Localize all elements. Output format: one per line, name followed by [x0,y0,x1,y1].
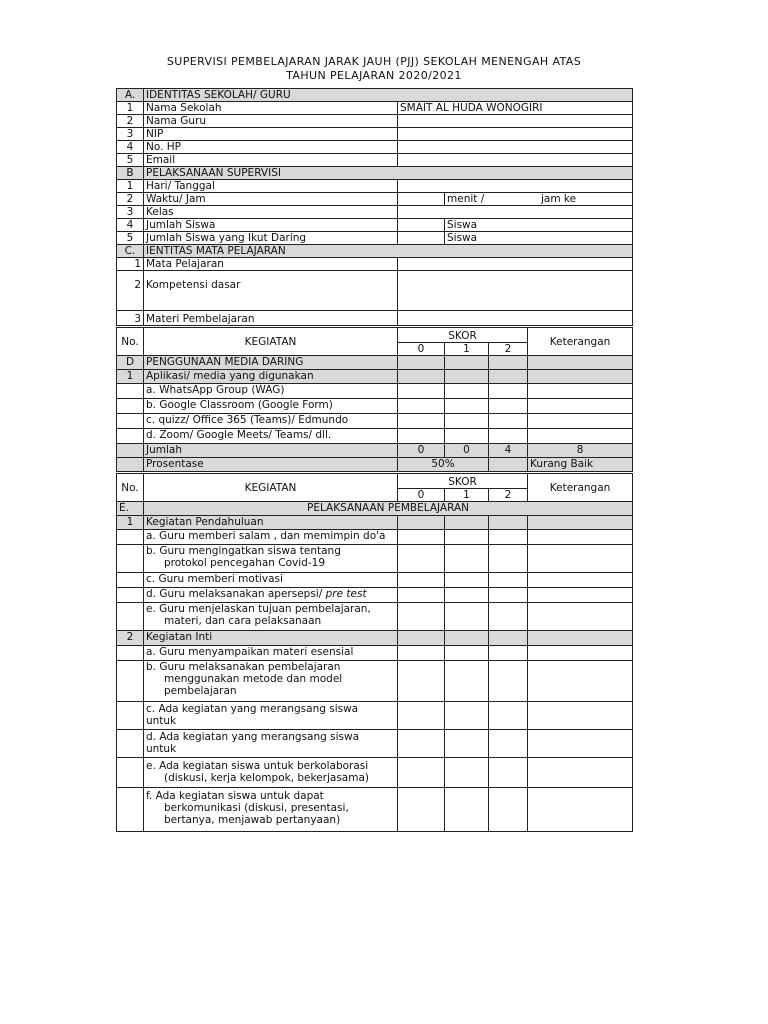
table-cell [117,429,144,444]
section-e-header [117,502,633,516]
document-title: SUPERVISI PEMBELAJARAN JARAK JAUH (PJJ) SEKOLAH MENENGAH ATAS [166,55,582,68]
table-cell: No. [117,474,144,502]
table-cell [117,545,144,573]
table-cell [117,573,144,588]
table-cell: b. Guru melaksanakan pembelajaran menggunakan metode dan model pembelajaran [144,661,398,702]
table-header-row [117,474,633,489]
score-cell[interactable] [445,530,489,545]
document-subtitle: TAHUN PELAJARAN 2020/2021 [286,69,462,82]
table-cell: No. HP [144,141,398,154]
table-cell [117,588,144,603]
table-cell: 0 [398,444,445,458]
table-row [117,384,633,399]
table-cell [528,603,633,631]
table-row [117,661,633,702]
table-cell: Jumlah Siswa yang Ikut Daring [144,232,398,245]
table-cell: SKOR [398,474,528,489]
score-cell[interactable] [489,788,528,832]
table-cell [528,356,633,370]
table-cell [398,370,445,384]
table-cell [445,370,489,384]
table-cell [489,370,528,384]
table-cell [528,414,633,429]
table-row [117,758,633,788]
table-cell: IENTITAS MATA PELAJARAN [144,245,633,258]
score-cell[interactable] [489,530,528,545]
table-cell: E. [117,502,144,516]
table-row [117,271,633,311]
table-cell: Email [144,154,398,167]
section-d-header [117,356,633,370]
table-row [117,603,633,631]
score-cell[interactable] [445,730,489,758]
table-cell: Jumlah Siswa [144,219,398,232]
table-row [117,429,633,444]
score-cell[interactable] [398,588,445,603]
table-cell: d. Guru melaksanakan apersepsi/ pre test [144,588,398,603]
table-row [117,311,633,326]
table-row [117,258,633,271]
table-cell: 3 [117,311,144,326]
table-cell: a. Guru memberi salam , dan memimpin do'a [144,530,398,545]
table-cell [398,311,633,326]
table-cell [528,631,633,646]
subsection-header [117,631,633,646]
table-cell [528,370,633,384]
table-row [117,702,633,730]
score-cell[interactable] [489,399,528,414]
table-cell: c. Guru memberi motivasi [144,573,398,588]
table-cell [528,758,633,788]
score-cell[interactable] [489,702,528,730]
score-cell[interactable] [445,588,489,603]
table-cell: 4 [117,219,144,232]
table-cell: 2 [117,631,144,646]
table-row [117,399,633,414]
score-cell[interactable] [489,414,528,429]
table-cell: 1 [117,258,144,271]
score-cell[interactable] [489,603,528,631]
table-cell: Mata Pelajaran [144,258,398,271]
table-cell: 2 [117,115,144,128]
table-cell: Hari/ Tanggal [144,180,398,193]
score-cell[interactable] [489,573,528,588]
table-cell [528,646,633,661]
table-cell: 0 [445,444,489,458]
score-cell[interactable] [398,429,445,444]
table-cell: C. [117,245,144,258]
section-c-header [117,245,633,258]
table-cell: b. Google Classroom (Google Form) [144,399,398,414]
table-cell: Kompetensi dasar [144,271,398,311]
table-cell: 3 [117,128,144,141]
table-row [117,128,633,141]
table-cell [398,356,445,370]
table-cell: e. Ada kegiatan siswa untuk berkolaborasi (diskusi, kerja kelompok, bekerjasama) [144,758,398,788]
table-cell: 1 [117,516,144,530]
score-cell[interactable] [489,730,528,758]
table-row [117,788,633,832]
table-cell [117,384,144,399]
score-cell[interactable] [398,788,445,832]
score-cell[interactable] [398,545,445,573]
table-cell: c. quizz/ Office 365 (Teams)/ Edmundo [144,414,398,429]
table-cell [117,603,144,631]
table-cell: 0 [398,343,445,356]
table-cell: 3 [117,206,144,219]
table-cell [398,258,633,271]
table-cell: KEGIATAN [144,328,398,356]
table-cell [528,429,633,444]
table-cell: Siswa [445,232,633,245]
table-cell [117,646,144,661]
jumlah-row [117,444,633,458]
score-cell[interactable] [445,573,489,588]
table-cell [398,193,445,206]
table-cell: No. [117,328,144,356]
table-row [117,141,633,154]
table-cell [445,516,489,530]
score-cell[interactable] [445,646,489,661]
table-cell: Kegiatan Pendahuluan [144,516,398,530]
table-cell: KEGIATAN [144,474,398,502]
score-cell[interactable] [489,646,528,661]
table-cell [528,588,633,603]
table-cell [117,399,144,414]
table-row [117,102,633,115]
table-cell [528,545,633,573]
table-cell: Nama Sekolah [144,102,398,115]
table-cell: d. Zoom/ Google Meets/ Teams/ dll. [144,429,398,444]
table-cell: 0 [398,489,445,502]
pelaksanaan-pembelajaran-table [116,473,633,832]
table-cell [528,702,633,730]
table-cell: IDENTITAS SEKOLAH/ GURU [144,89,633,102]
score-cell[interactable] [445,788,489,832]
score-cell[interactable] [489,661,528,702]
table-cell: B [117,167,144,180]
table-cell: Jumlah [144,444,398,458]
identity-table [116,88,633,326]
table-cell [528,661,633,702]
score-cell[interactable] [398,646,445,661]
table-row [117,545,633,573]
table-cell [398,516,445,530]
table-cell: 2 [117,271,144,311]
prosentase-row [117,458,633,472]
table-cell: Siswa [445,219,633,232]
score-cell[interactable] [489,429,528,444]
table-row [117,180,633,193]
table-cell: PELAKSANAAN SUPERVISI [144,167,633,180]
table-cell: PENGGUNAAN MEDIA DARING [144,356,398,370]
table-cell: menit / jam ke [445,193,633,206]
table-cell: Kegiatan Inti [144,631,398,646]
table-cell [489,631,528,646]
table-cell: A. [117,89,144,102]
table-cell: D [117,356,144,370]
table-header-row [117,328,633,343]
table-row [117,730,633,758]
score-cell[interactable] [398,758,445,788]
score-cell[interactable] [489,384,528,399]
table-cell [528,788,633,832]
table-row [117,206,633,219]
table-cell: 4 [117,141,144,154]
table-row [117,115,633,128]
prosentase-keterangan: Kurang Baik [528,458,633,472]
table-cell: 2 [489,489,528,502]
table-cell [117,530,144,545]
table-cell [398,180,633,193]
score-cell[interactable] [445,702,489,730]
table-cell: Nama Guru [144,115,398,128]
table-cell [117,702,144,730]
table-cell: NIP [144,128,398,141]
teacher-name-value [398,115,633,128]
table-cell [117,661,144,702]
table-cell [117,788,144,832]
table-cell: 8 [528,444,633,458]
score-cell[interactable] [398,530,445,545]
table-cell: 2 [117,193,144,206]
score-cell[interactable] [445,758,489,788]
table-cell [528,516,633,530]
email-value [398,154,633,167]
table-cell [398,206,633,219]
score-cell[interactable] [445,429,489,444]
table-cell [528,384,633,399]
table-cell: c. Ada kegiatan yang merangsang siswa untuk [144,702,398,730]
score-cell[interactable] [398,603,445,631]
table-row [117,193,633,206]
table-cell [398,631,445,646]
score-cell[interactable] [489,758,528,788]
table-cell: 4 [489,444,528,458]
media-daring-table [116,327,633,472]
table-row [117,232,633,245]
score-cell[interactable] [445,414,489,429]
table-cell: 2 [489,343,528,356]
table-cell [528,530,633,545]
table-cell: b. Guru mengingatkan siswa tentang protokol pencegahan Covid-19 [144,545,398,573]
table-cell [528,399,633,414]
table-cell [117,458,144,472]
subsection-header [117,370,633,384]
score-cell[interactable] [445,384,489,399]
table-cell [528,573,633,588]
table-cell [398,219,445,232]
table-row [117,573,633,588]
table-cell: PELAKSANAAN PEMBELAJARAN [144,502,633,516]
nip-value [398,128,633,141]
table-cell: d. Ada kegiatan yang merangsang siswa untuk [144,730,398,758]
score-cell[interactable] [445,603,489,631]
score-cell[interactable] [445,661,489,702]
table-row [117,588,633,603]
score-cell[interactable] [489,588,528,603]
section-b-header [117,167,633,180]
score-cell[interactable] [398,702,445,730]
prosentase-value: 50% [398,458,489,472]
section-a-header [117,89,633,102]
table-cell: e. Guru menjelaskan tujuan pembelajaran, materi, dan cara pelaksanaan [144,603,398,631]
table-cell: a. Guru menyampaikan materi esensial [144,646,398,661]
table-row [117,219,633,232]
table-cell: 1 [445,343,489,356]
score-cell[interactable] [398,730,445,758]
table-row [117,414,633,429]
table-cell: 5 [117,232,144,245]
table-cell: Materi Pembelajaran [144,311,398,326]
table-cell: 1 [445,489,489,502]
table-cell: 5 [117,154,144,167]
phone-value [398,141,633,154]
table-cell: Kelas [144,206,398,219]
table-cell [489,516,528,530]
table-cell [445,356,489,370]
score-cell[interactable] [398,399,445,414]
table-cell: Aplikasi/ media yang digunakan [144,370,398,384]
table-row [117,530,633,545]
table-cell: 1 [117,180,144,193]
table-cell: Waktu/ Jam [144,193,398,206]
table-cell [117,758,144,788]
table-row [117,154,633,167]
table-cell [445,631,489,646]
score-cell[interactable] [398,384,445,399]
table-cell [398,271,633,311]
subsection-header [117,516,633,530]
table-cell [489,458,528,472]
table-cell: 1 [117,370,144,384]
table-cell: 1 [117,102,144,115]
table-cell: f. Ada kegiatan siswa untuk dapat berkomunikasi (diskusi, presentasi, bertanya, menjawab pertanyaan) [144,788,398,832]
table-cell [528,730,633,758]
score-cell[interactable] [398,661,445,702]
table-cell [398,232,445,245]
school-name-value: SMAIT AL HUDA WONOGIRI [398,102,633,115]
score-cell[interactable] [489,545,528,573]
score-cell[interactable] [398,573,445,588]
table-cell: a. WhatsApp Group (WAG) [144,384,398,399]
table-cell [117,414,144,429]
table-cell [117,444,144,458]
table-row [117,646,633,661]
table-cell: SKOR [398,328,528,343]
score-cell[interactable] [445,545,489,573]
table-cell: Keterangan [528,328,633,356]
table-cell: Keterangan [528,474,633,502]
table-cell: Prosentase [144,458,398,472]
score-cell[interactable] [398,414,445,429]
score-cell[interactable] [445,399,489,414]
table-cell [117,730,144,758]
table-cell [489,356,528,370]
